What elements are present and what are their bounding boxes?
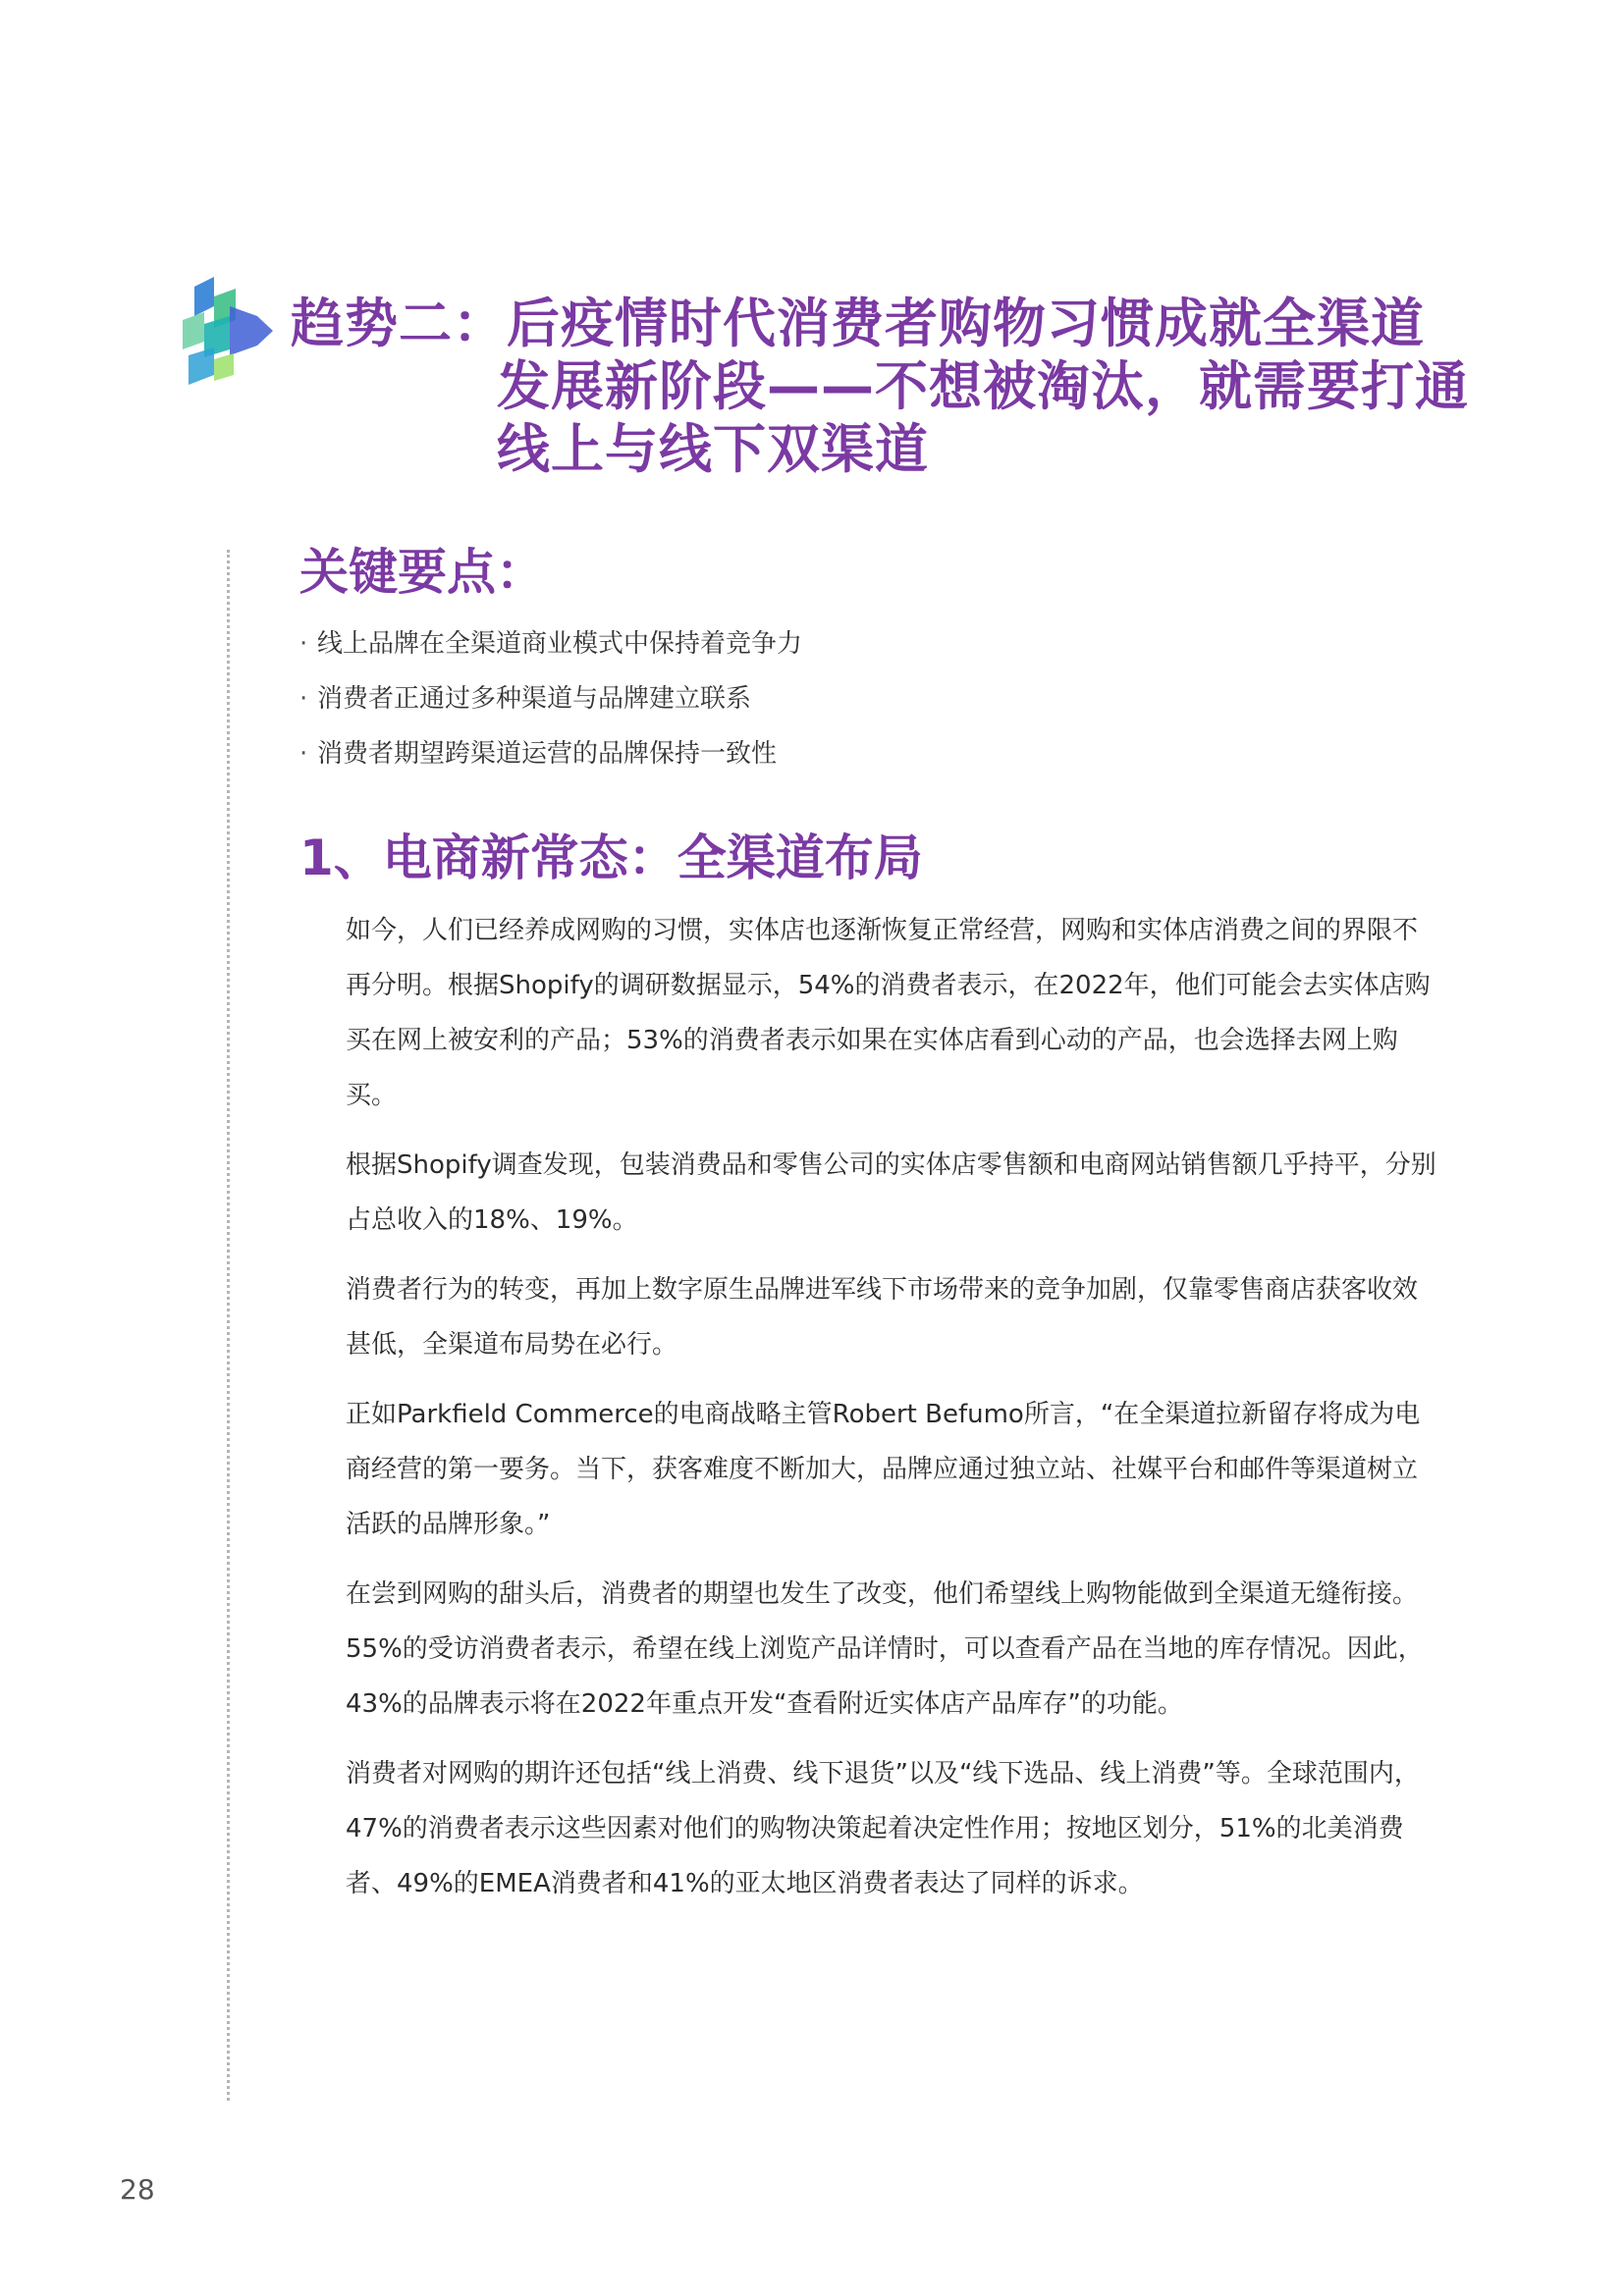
section-heading: 1、电商新常态：全渠道布局: [299, 829, 923, 886]
list-item: · 消费者期望跨渠道运营的品牌保持一致性: [299, 739, 778, 769]
key-points-list: [299, 616, 802, 781]
title-line-2: 发展新阶段——不想被淘汰，就需要打通: [497, 355, 1469, 417]
page-number: 28: [120, 2173, 155, 2206]
body-text: [346, 903, 1440, 1926]
title-line-3: 线上与线下双渠道: [497, 418, 929, 480]
paragraph: 消费者行为的转变，再加上数字原生品牌进军线下市场带来的竞争加剧，仅靠零售商店获客收效甚低，全渠道布局势在必行。: [346, 1275, 1419, 1360]
paragraph: 消费者对网购的期许还包括“线上消费、线下退货”以及“线下选品、线上消费”等。全球范围内，47%的消费者表示这些因素对他们的购物决策起着决定性作用；按地区划分，51%的北美消费者、49%的EMEA消费者和41%的亚太地区消费者表达了同样的诉求。: [346, 1759, 1420, 1898]
paragraph: 在尝到网购的甜头后，消费者的期望也发生了改变，他们希望线上购物能做到全渠道无缝衔接。55%的受访消费者表示，希望在线上浏览产品详情时，可以查看产品在当地的库存情况。因此，43%的品牌表示将在2022年重点开发“查看附近实体店产品库存”的功能。: [346, 1579, 1424, 1719]
paragraph: 根据Shopify调查发现，包装消费品和零售公司的实体店零售额和电商网站销售额几乎持平，分别占总收入的18%、19%。: [346, 1150, 1436, 1235]
title-line-1: 趋势二：后疫情时代消费者购物习惯成就全渠道: [291, 293, 1425, 354]
dotted-divider: [227, 550, 230, 2101]
list-item: · 消费者正通过多种渠道与品牌建立联系: [299, 684, 752, 714]
arrow-cubes-logo-icon: [175, 277, 273, 385]
page-title: [291, 293, 1469, 481]
paragraph: 正如Parkfield Commerce的电商战略主管Robert Befumo所言，“在全渠道拉新留存将成为电商经营的第一要务。当下，获客难度不断加大，品牌应通过独立站、社媒平台和邮件等渠道树立活跃的品牌形象。”: [346, 1400, 1421, 1539]
paragraph: 如今，人们已经养成网购的习惯，实体店也逐渐恢复正常经营，网购和实体店消费之间的界限不再分明。根据Shopify的调研数据显示，54%的消费者表示，在2022年，他们可能会去实体店购买在网上被安利的产品；53%的消费者表示如果在实体店看到心动的产品，也会选择去网上购买。: [346, 916, 1431, 1110]
key-points-heading: 关键要点：: [299, 544, 545, 601]
list-item: · 线上品牌在全渠道商业模式中保持着竞争力: [299, 629, 803, 659]
